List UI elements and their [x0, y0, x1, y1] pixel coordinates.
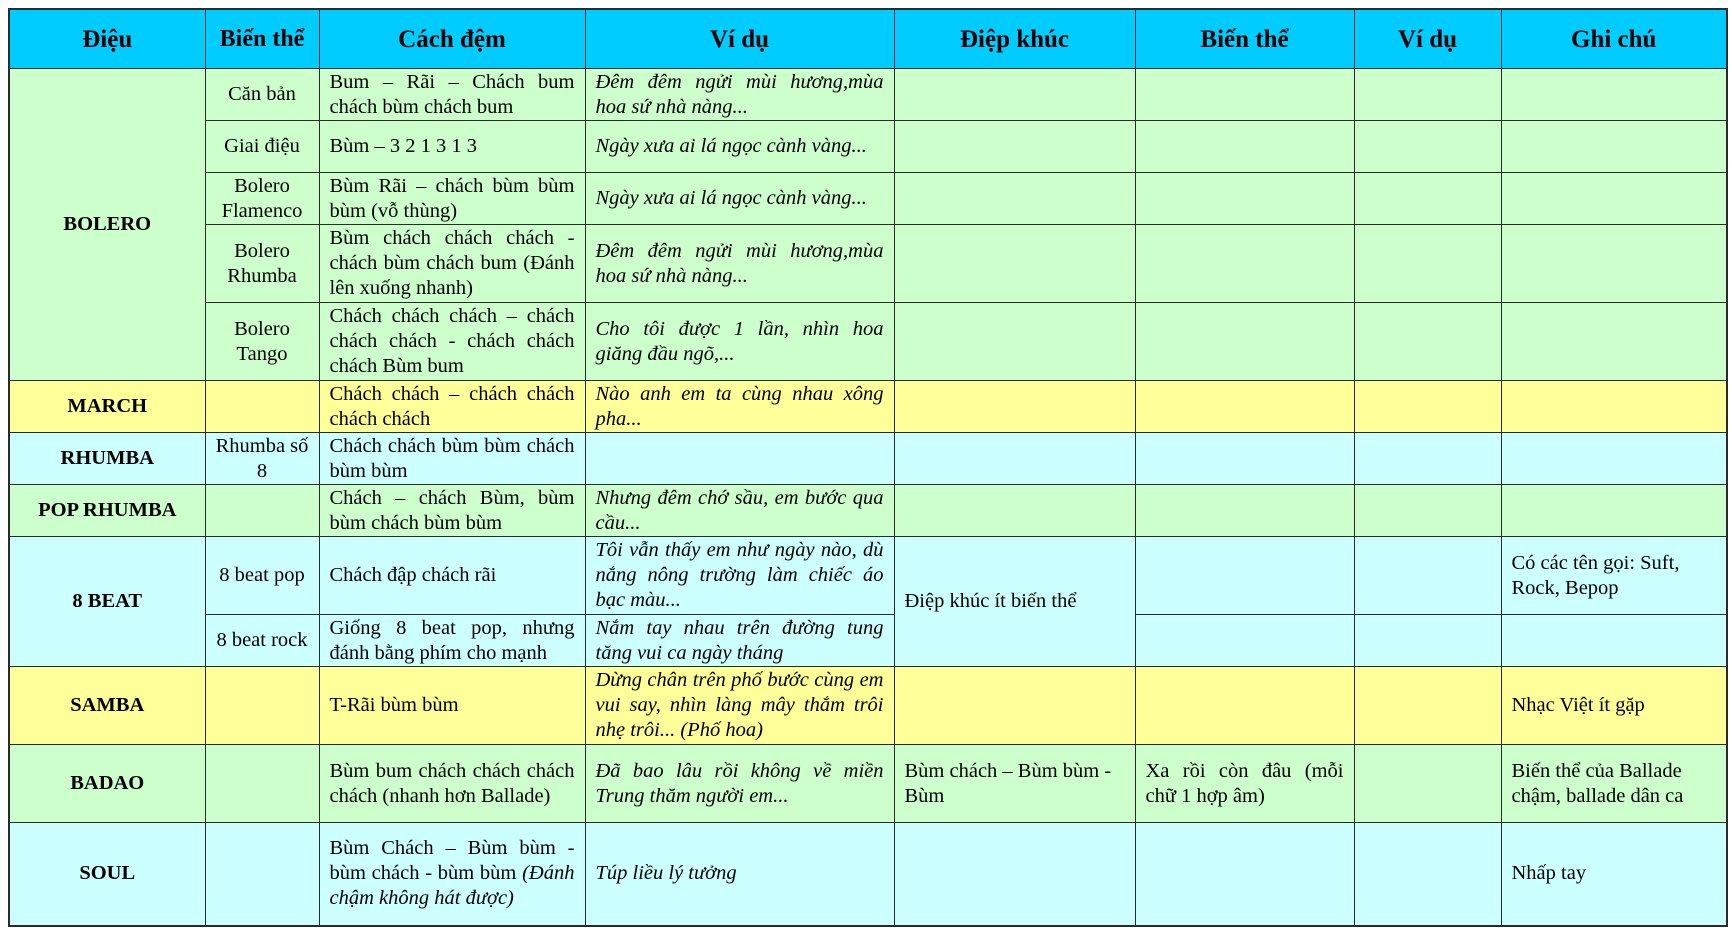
rhythm-name-march: MARCH	[9, 381, 205, 433]
chorus-cell	[894, 69, 1135, 121]
table-row-bolero-2	[9, 121, 1727, 173]
chorus-variant-cell	[1135, 667, 1354, 745]
table-row-bolero-3	[9, 173, 1727, 225]
pattern-note: (Đánh chậm không hát được)	[329, 862, 575, 910]
variant-cell: 8 beat pop	[205, 537, 319, 615]
chorus-cell: Điệp khúc ít biến thể	[894, 537, 1135, 667]
note-cell: Biến thể của Ballade chậm, ballade dân ca	[1501, 745, 1727, 823]
pattern-text: Bùm Chách – Bùm bùm - bùm chách - bùm bùm	[329, 837, 575, 885]
table-row-bolero-1	[9, 69, 1727, 121]
pattern-cell: Giống 8 beat pop, nhưng đánh bằng phím cho mạnh	[319, 615, 585, 667]
table-row-bolero-4	[9, 225, 1727, 303]
variant-cell	[205, 667, 319, 745]
example-cell: Nắm tay nhau trên đường tung tăng vui ca ngày tháng	[585, 615, 894, 667]
variant-cell: Căn bản	[205, 69, 319, 121]
chorus-cell	[894, 173, 1135, 225]
header-diep-khuc: Điệp khúc	[894, 9, 1135, 69]
note-cell	[1501, 485, 1727, 537]
variant-cell	[205, 823, 319, 926]
example-cell	[585, 433, 894, 485]
rhythm-name-bolero: BOLERO	[9, 69, 205, 381]
example-cell: Ngày xưa ai lá ngọc cành vàng...	[585, 121, 894, 173]
chorus-cell	[894, 225, 1135, 303]
example-cell: Đêm đêm ngửi mùi hương,mùa hoa sứ nhà nàng...	[585, 69, 894, 121]
note-cell: Nhấp tay	[1501, 823, 1727, 926]
header-cach-dem: Cách đệm	[319, 9, 585, 69]
table-row-rhumba	[9, 433, 1727, 485]
pattern-cell: Bùm – 3 2 1 3 1 3	[319, 121, 585, 173]
chorus-variant-cell	[1135, 121, 1354, 173]
note-cell	[1501, 615, 1727, 667]
pattern-cell: Chách chách – chách chách chách chách	[319, 381, 585, 433]
table-row-march	[9, 381, 1727, 433]
rhythm-name-soul: SOUL	[9, 823, 205, 926]
table-row-soul	[9, 823, 1727, 926]
chorus-variant-cell	[1135, 615, 1354, 667]
table-row-8-beat-1	[9, 537, 1727, 615]
pattern-cell: Chách – chách Bùm, bùm bùm chách bùm bùm	[319, 485, 585, 537]
rhythm-table	[8, 8, 1728, 927]
table-row-badao	[9, 745, 1727, 823]
rhythm-name-8-beat: 8 BEAT	[9, 537, 205, 667]
table-row-8-beat-2	[9, 615, 1727, 667]
example-cell: Tôi vẫn thấy em như ngày nào, dù nắng nông trường làm chiếc áo bạc màu...	[585, 537, 894, 615]
pattern-cell: Bùm bum chách chách chách chách (nhanh hơn Ballade)	[319, 745, 585, 823]
chorus-variant-cell	[1135, 303, 1354, 381]
chorus-cell	[894, 381, 1135, 433]
variant-cell: Bolero Flamenco	[205, 173, 319, 225]
chorus-example-cell	[1354, 121, 1501, 173]
chorus-example-cell	[1354, 823, 1501, 926]
note-cell	[1501, 121, 1727, 173]
note-cell	[1501, 69, 1727, 121]
header-ghi-chu: Ghi chú	[1501, 9, 1727, 69]
header-dieu: Điệu	[9, 9, 205, 69]
chorus-example-cell	[1354, 667, 1501, 745]
note-cell: Có các tên gọi: Suft, Rock, Bepop	[1501, 537, 1727, 615]
chorus-example-cell	[1354, 745, 1501, 823]
rhythm-name-samba: SAMBA	[9, 667, 205, 745]
chorus-example-cell	[1354, 433, 1501, 485]
example-cell: Cho tôi được 1 lần, nhìn hoa giăng đầu ngõ,...	[585, 303, 894, 381]
pattern-cell: T-Rãi bùm bùm	[319, 667, 585, 745]
table-row-samba	[9, 667, 1727, 745]
variant-cell: 8 beat rock	[205, 615, 319, 667]
pattern-cell: Bùm Rãi – chách bùm bùm bùm (vỗ thùng)	[319, 173, 585, 225]
chorus-example-cell	[1354, 303, 1501, 381]
chorus-example-cell	[1354, 381, 1501, 433]
variant-cell: Bolero Rhumba	[205, 225, 319, 303]
note-cell	[1501, 173, 1727, 225]
example-cell: Nhưng đêm chớ sầu, em bước qua cầu...	[585, 485, 894, 537]
pattern-cell: Chách chách bùm bùm chách bùm bùm	[319, 433, 585, 485]
chorus-example-cell	[1354, 69, 1501, 121]
chorus-variant-cell	[1135, 433, 1354, 485]
chorus-cell	[894, 121, 1135, 173]
pattern-cell: Chách đập chách rãi	[319, 537, 585, 615]
example-cell: Dừng chân trên phố bước cùng em vui say, nhìn làng mây thắm trôi nhẹ trôi... (Phố hoa)	[585, 667, 894, 745]
chorus-variant-cell	[1135, 225, 1354, 303]
pattern-cell: Chách chách chách – chách chách chách - chách chách chách Bùm bum	[319, 303, 585, 381]
note-cell	[1501, 433, 1727, 485]
pattern-cell	[319, 823, 585, 926]
pattern-cell: Bùm chách chách chách - chách bùm chách bum (Đánh lên xuống nhanh)	[319, 225, 585, 303]
note-cell	[1501, 303, 1727, 381]
example-cell: Đêm đêm ngửi mùi hương,mùa hoa sứ nhà nàng...	[585, 225, 894, 303]
chorus-variant-cell	[1135, 381, 1354, 433]
rhythm-name-pop-rhumba: POP RHUMBA	[9, 485, 205, 537]
example-cell: Đã bao lâu rồi không về miền Trung thăm người em...	[585, 745, 894, 823]
example-cell: Túp liều lý tưởng	[585, 823, 894, 926]
header-vi-du: Ví dụ	[585, 9, 894, 69]
variant-cell: Giai điệu	[205, 121, 319, 173]
chorus-example-cell	[1354, 485, 1501, 537]
variant-cell	[205, 745, 319, 823]
chorus-cell	[894, 823, 1135, 926]
header-row	[9, 9, 1727, 69]
chorus-cell	[894, 485, 1135, 537]
rhythm-name-badao: BADAO	[9, 745, 205, 823]
example-cell: Nào anh em ta cùng nhau xông pha...	[585, 381, 894, 433]
rhythm-name-rhumba: RHUMBA	[9, 433, 205, 485]
variant-cell: Rhumba số 8	[205, 433, 319, 485]
header-bien-the-2: Biến thể	[1135, 9, 1354, 69]
chorus-variant-cell	[1135, 69, 1354, 121]
variant-cell	[205, 485, 319, 537]
table-row-bolero-5	[9, 303, 1727, 381]
chorus-example-cell	[1354, 225, 1501, 303]
chorus-variant-cell	[1135, 537, 1354, 615]
variant-cell	[205, 381, 319, 433]
note-cell	[1501, 225, 1727, 303]
chorus-cell: Bùm chách – Bùm bùm - Bùm	[894, 745, 1135, 823]
chorus-cell	[894, 667, 1135, 745]
table-row-pop-rhumba	[9, 485, 1727, 537]
chorus-example-cell	[1354, 615, 1501, 667]
note-cell	[1501, 381, 1727, 433]
pattern-cell: Bum – Rãi – Chách bum chách bùm chách bum	[319, 69, 585, 121]
variant-cell: Bolero Tango	[205, 303, 319, 381]
chorus-variant-cell	[1135, 823, 1354, 926]
header-bien-the: Biến thể	[205, 9, 319, 69]
note-cell: Nhạc Việt ít gặp	[1501, 667, 1727, 745]
chorus-cell	[894, 433, 1135, 485]
chorus-variant-cell: Xa rồi còn đâu (mỗi chữ 1 hợp âm)	[1135, 745, 1354, 823]
header-vi-du-2: Ví dụ	[1354, 9, 1501, 69]
chorus-variant-cell	[1135, 173, 1354, 225]
chorus-variant-cell	[1135, 485, 1354, 537]
chorus-cell	[894, 303, 1135, 381]
chorus-example-cell	[1354, 173, 1501, 225]
example-cell: Ngày xưa ai lá ngọc cành vàng...	[585, 173, 894, 225]
chorus-example-cell	[1354, 537, 1501, 615]
